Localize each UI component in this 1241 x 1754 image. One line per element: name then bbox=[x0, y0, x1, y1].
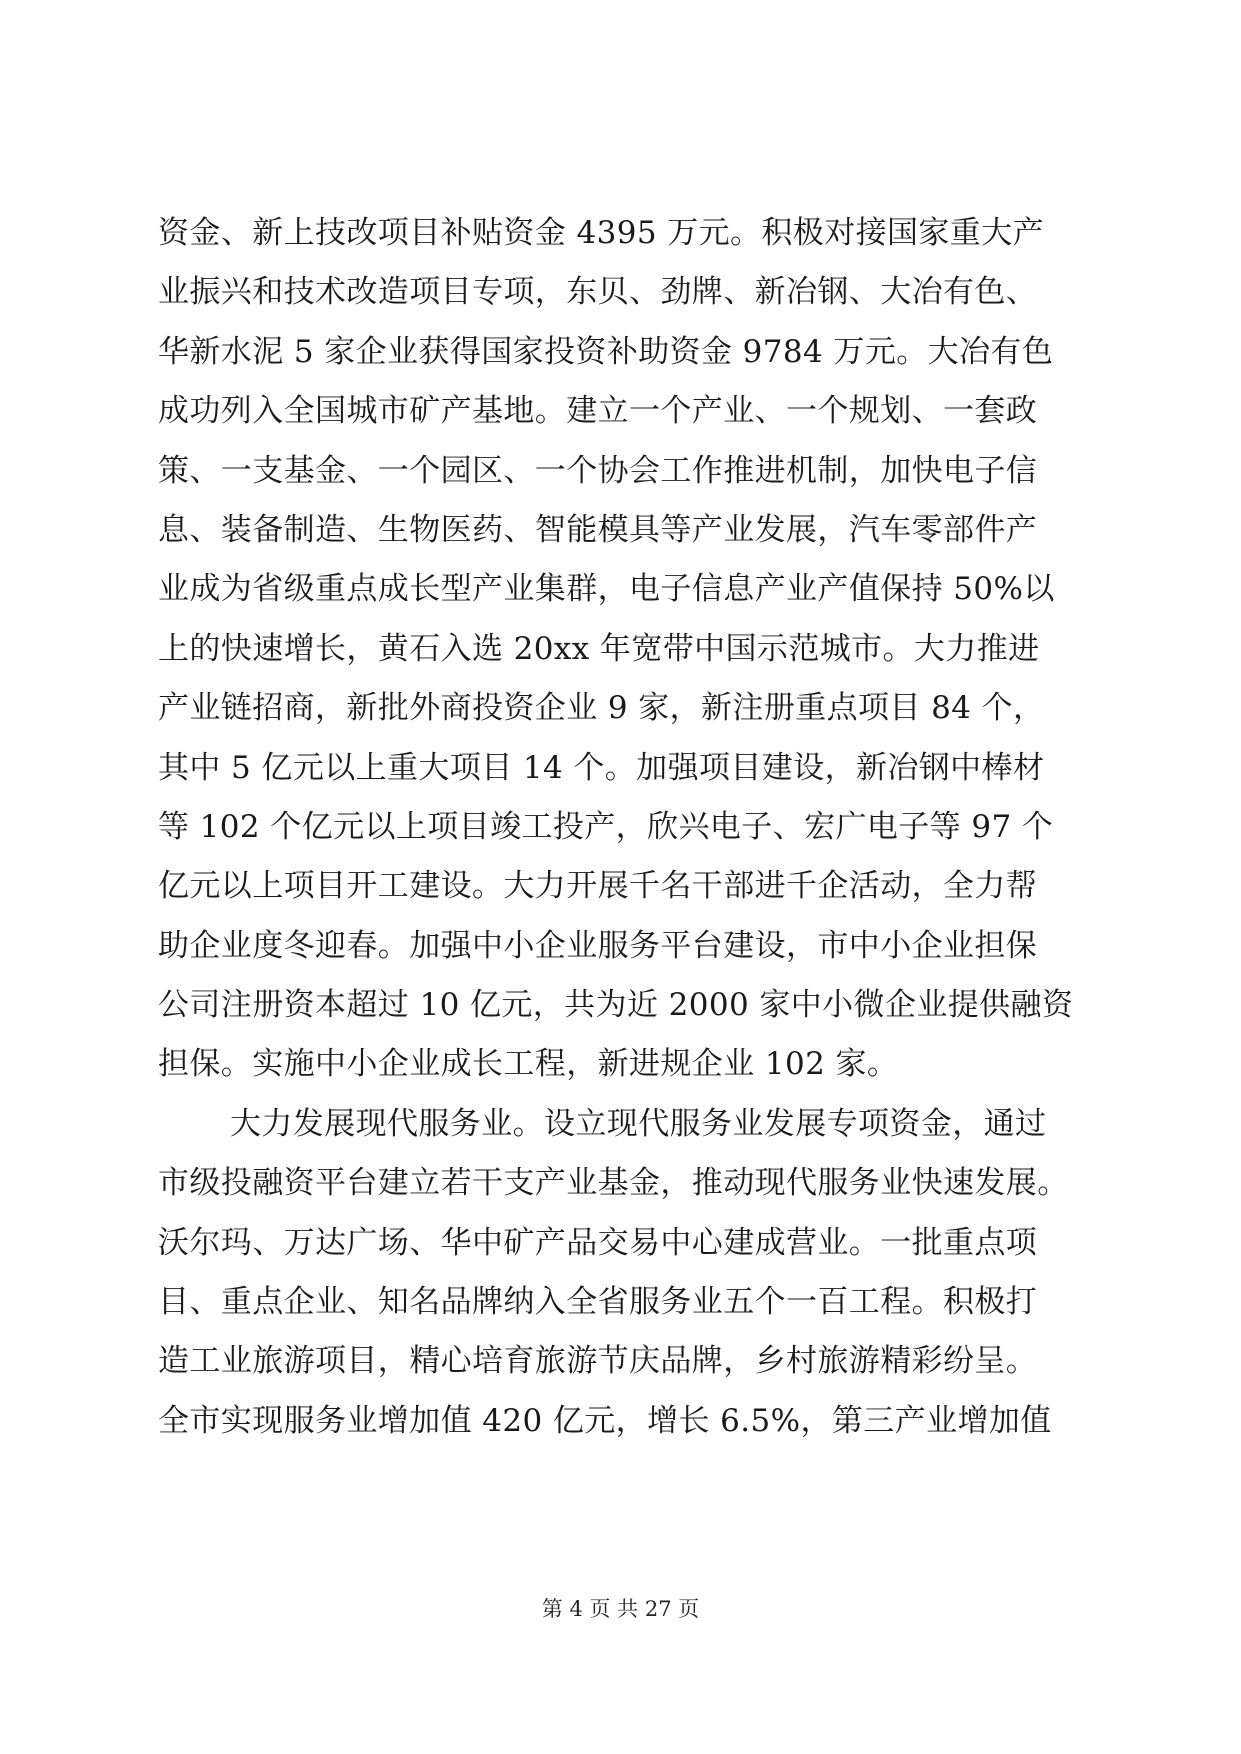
text-line: 担保。实施中小企业成长工程，新进规企业 102 家。 bbox=[158, 1046, 899, 1083]
text-line: 目、重点企业、知名品牌纳入全省服务业五个一百工程。积极打 bbox=[158, 1284, 1038, 1321]
text-line: 华新水泥 5 家企业获得国家投资补助资金 9784 万元。大冶有色 bbox=[158, 333, 1054, 370]
text-line: 上的快速增长，黄石入选 20xx 年宽带中国示范城市。大力推进 bbox=[158, 630, 1040, 667]
text-line: 息、装备制造、生物医药、智能模具等产业发展，汽车零部件产 bbox=[158, 511, 1038, 548]
text-line: 其中 5 亿元以上重大项目 14 个。加强项目建设，新冶钢中棒材 bbox=[158, 749, 1045, 786]
text-line: 亿元以上项目开工建设。大力开展千名干部进千企活动，全力帮 bbox=[158, 868, 1038, 905]
text-line: 市级投融资平台建立若干支产业基金，推动现代服务业快速发展。 bbox=[158, 1165, 1069, 1202]
text-line: 沃尔玛、万达广场、华中矿产品交易中心建成营业。一批重点项 bbox=[158, 1224, 1038, 1261]
text-line: 成功列入全国城市矿产基地。建立一个产业、一个规划、一套政 bbox=[158, 393, 1038, 430]
text-line: 等 102 个亿元以上项目竣工投产，欣兴电子、宏广电子等 97 个 bbox=[158, 808, 1054, 845]
text-line: 助企业度冬迎春。加强中小企业服务平台建设，市中小企业担保 bbox=[158, 927, 1038, 964]
page-number-footer: 第 4 页 共 27 页 bbox=[541, 1597, 700, 1621]
text-line: 公司注册资本超过 10 亿元，共为近 2000 家中小微企业提供融资 bbox=[158, 987, 1074, 1024]
paragraph-first-line: 大力发展现代服务业。设立现代服务业发展专项资金，通过 bbox=[230, 1105, 1047, 1142]
document-body bbox=[158, 204, 1083, 1451]
text-line: 全市实现服务业增加值 420 亿元，增长 6.5%，第三产业增加值 bbox=[158, 1402, 1052, 1439]
text-line: 策、一支基金、一个园区、一个协会工作推进机制，加快电子信 bbox=[158, 452, 1038, 489]
text-line: 产业链招商，新批外商投资企业 9 家，新注册重点项目 84 个， bbox=[158, 690, 1045, 727]
text-line: 业振兴和技术改造项目专项，东贝、劲牌、新冶钢、大冶有色、 bbox=[158, 274, 1038, 311]
text-line: 资金、新上技改项目补贴资金 4395 万元。积极对接国家重大产 bbox=[158, 215, 1044, 251]
text-line: 造工业旅游项目，精心培育旅游节庆品牌，乡村旅游精彩纷呈。 bbox=[158, 1343, 1038, 1380]
text-line: 业成为省级重点成长型产业集群，电子信息产业产值保持 50%以 bbox=[158, 571, 1055, 608]
